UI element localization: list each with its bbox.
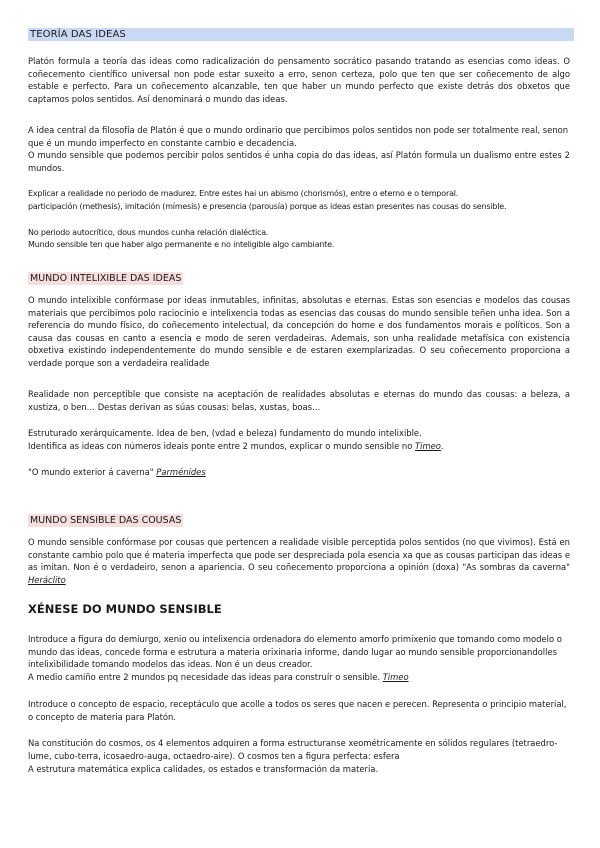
xenese-paragraph-2: A medio camiño entre 2 mundos pq necesidade das ideas para construír o sensible. Timeo xyxy=(28,672,409,682)
xenese-paragraph-3: Introduce o concepto de espacio, receptáculo que acolle a todos os seres que nacen e perecen. Representa o principio material, o concepto de materia para Platón. xyxy=(28,699,567,722)
note-4: Mundo sensible ten que haber algo permanente e no inteligible algo cambiante. xyxy=(28,240,335,249)
xenese-paragraph-5: A estrutura matemática explica calidades, os estados e transformación da materia. xyxy=(28,764,379,774)
intelixible-paragraph-3: Estruturado xerárquicamente. Idea de ben, (vdad e beleza) fundamento do mundo intelixible. xyxy=(28,428,422,438)
reference-timeo-2: Timeo xyxy=(382,672,409,682)
xenese-paragraph-4: Na constitución do cosmos, os 4 elementos adquiren a forma estructuranse xeométricamente en sólidos regulares (tetraedro-lume, cubo-terra, icosaedro-auga, octaedro-aire). O cosmos ten a figura perfecta: esfera xyxy=(28,738,558,761)
intro-paragraph-3: O mundo sensible que podemos percibir polos sentidos é unha copia do das ideas, así Platón formula un dualismo entre estes 2 mundos. xyxy=(28,150,570,173)
sensible-paragraph-1: O mundo sensible confórmase por cousas que pertencen a realidade visible perceptida polos sentidos (no que vivimos). Está en constante cambio polo que é materia imperfecta que pode ser despreciada pola esencia xa que as cousas participan das ideas e as imitan. Non é o verdadeiro, senon a apariencia. O seu coñecemento proporciona a opinión (doxa) "As sombras da caverna" Heráclito xyxy=(28,537,570,585)
intelixible-quote: "O mundo exterior á caverna" Parménides xyxy=(28,467,206,477)
section-heading-sensible: MUNDO SENSIBLE DAS COUSAS xyxy=(30,515,182,526)
note-2: participación (methesis), imitación (mímesis) e presencia (parousía) porque as ideas estan presentes nas cousas do sensible. xyxy=(28,202,507,211)
reference-heraclito: Heráclito xyxy=(28,574,66,585)
xenese-paragraph-1: Introduce a figura do demiurgo, xenio ou intelixencia ordenadora do elemento amorfo primixenio que tomando como modelo o mundo das ideas, concede forma e estrutura a materia orixinaria informe, dando lugar ao mundo sensible proporcionandolles intelixibilidade tomando modelos das ideas. Non é un deus creador. xyxy=(28,634,562,669)
note-1: Explicar a realidade no periodo de madurez. Entre estes hai un abismo (chorismós), entre o eterno e o temporal. xyxy=(28,189,459,198)
reference-parmenides: Parménides xyxy=(156,467,206,477)
reference-timeo: Timeo xyxy=(415,441,441,451)
intro-paragraph-2: A idea central da filosofía de Platón é que o mundo ordinario que percibimos polos sentidos non pode ser totalmente real, senon que é un mundo imperfecto en constante cambio e decadencia. xyxy=(28,125,569,148)
intro-paragraph-1: Platón formula a teoría das ideas como radicalización do pensamento socrático pasando tratando as esencias como ideas. O coñecemento científico universal non pode estar suxeito a erro, senon certeza, polo que ten que ser coñecemento de algo estable e perfecto. Para un coñecemento alcanzable, ten que haber un mundo perfecto que existe detrás dos obxetos que captamos polos sentidos. Así denominará o mundo das ideas. xyxy=(28,56,570,104)
section-heading-xenese: XÉNESE DO MUNDO SENSIBLE xyxy=(28,602,222,616)
document-title: TEORÍA DAS IDEAS xyxy=(28,28,574,41)
intelixible-paragraph-1: O mundo intelixible confórmase por ideas inmutables, infinitas, absolutas e eternas. Estas son esencias e modelos das cousas materiais que percibimos polo raciocinio e intelixencia todas as esencias das cousas do mundo sensible teñen unha idea. Son a referencia do mundo físico, do coñecemento intelectual, da concepción do home e dos fundamentos morais e políticos. Son a causa das cousas en canto a esencia e modo de seren verdadeiras. Ademais, son unha realidade metafísica con existencia obxetiva existindo independentemente do mundo sensible e de estaren exemplarizadas. O seu coñecemento proporciona a verdade porque son a verdadeira realidade xyxy=(28,295,570,368)
intelixible-paragraph-2: Realidade non perceptible que consiste na aceptación de realidades absolutas e eternas do mundo das cousas: a beleza, a xustiza, o ben… Destas derivan as súas cousas: belas, xustas, boas… xyxy=(28,389,570,412)
note-3: No periodo autocrítico, dous mundos cunha relación dialéctica. xyxy=(28,228,269,237)
intelixible-paragraph-4: Identifica as ideas con números ideais ponte entre 2 mundos, explicar o mundo sensible no Timeo. xyxy=(28,441,444,451)
section-heading-intelixible: MUNDO INTELIXIBLE DAS IDEAS xyxy=(30,273,182,284)
